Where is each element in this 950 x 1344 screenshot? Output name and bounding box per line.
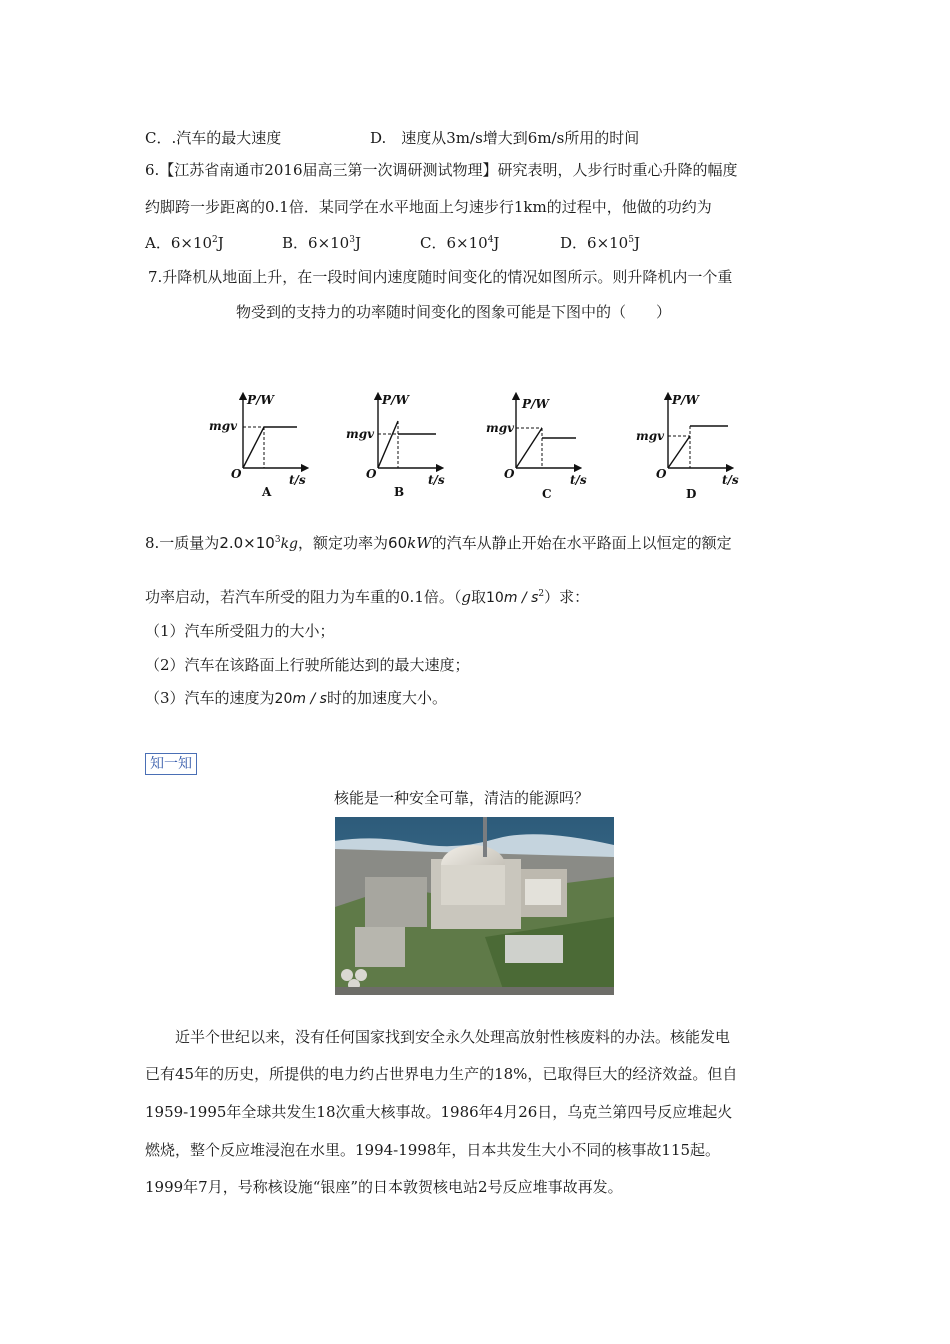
section-tag: 知一知 [145,753,197,775]
graph-d-ylabel: P/W [672,393,699,407]
graph-a-level: mgv [209,419,238,433]
q8-sub-1: （1）汽车所受阻力的大小； [145,622,335,640]
graph-b [340,390,490,508]
nuclear-plant-photo [335,817,614,995]
q5-option-c: C．.汽车的最大速度 [145,129,282,147]
paragraph-line-3: 1959-1995年全球共发生18次重大核事故。1986年4月26日，乌克兰第四号反应堆起火 [145,1103,733,1121]
graph-d-level: mgv [636,429,665,443]
graph-c-ylabel: P/W [522,397,549,411]
graph-b-ylabel: P/W [382,393,409,407]
graph-c-origin: O [504,467,515,481]
graph-c-label: C [542,487,552,501]
q7-line-2: 物受到的支持力的功率随时间变化的图象可能是下图中的（ ） [236,303,672,321]
q8-sub-2: （2）汽车在该路面上行驶所能达到的最大速度； [145,656,470,674]
graph-c [478,390,628,508]
q8-line-2: 功率启动，若汽车所受的阻力为车重的0.1倍。（g取$10m / s^2$）求： [145,588,590,606]
q8-line-1: 8.一质量为$2.0\times 10^3kg$，额定功率为60kW的汽车从静止开始在水平路面上以恒定的额定 [145,534,732,552]
graph-d [630,390,780,508]
graph-c-xlabel: t/s [570,473,587,487]
graph-d-label: D [686,487,697,501]
graph-b-xlabel: t/s [428,473,445,487]
graph-a-origin: O [231,467,242,481]
graph-b-label: B [394,485,405,499]
q6-line-2: 约脚跨一步距离的0.1倍．某同学在水平地面上匀速步行1km的过程中，他做的功约为 [145,198,712,216]
paragraph-line-5: 1999年7月，号称核设施“银座”的日本敦贺核电站2号反应堆事故再发。 [145,1178,623,1196]
graph-a-label: A [262,485,272,499]
q6-option-c: C．$6\times 10^4J$ [420,234,500,252]
q7-line-1: 7.升降机从地面上升，在一段时间内速度随时间变化的情况如图所示。则升降机内一个重 [148,268,733,286]
graph-d-origin: O [656,467,667,481]
q6-option-a: A．$6\times 10^2J$ [145,234,224,252]
q6-option-d: D．$6\times 10^5J$ [560,234,640,252]
q6-option-b: B．$6\times 10^3J$ [282,234,361,252]
q8-sub-3: （3）汽车的速度为20m / s时的加速度大小。 [145,689,447,707]
graph-d-xlabel: t/s [722,473,739,487]
paragraph-line-2: 已有45年的历史，所提供的电力约占世界电力生产的18%，已取得巨大的经济效益。但自 [145,1065,738,1083]
q6-line-1: 6.【江苏省南通市2016届高三第一次调研测试物理】研究表明，人步行时重心升降的幅度 [145,161,738,179]
paragraph-line-4: 燃烧，整个反应堆浸泡在水里。1994-1998年，日本共发生大小不同的核事故115起。 [145,1141,721,1159]
graph-a-ylabel: P/W [247,393,274,407]
graph-a-xlabel: t/s [289,473,306,487]
paragraph-line-1: 近半个世纪以来，没有任何国家找到安全永久处理高放射性核废料的办法。核能发电 [145,1028,731,1046]
graph-a [205,390,355,508]
q5-option-d: D. 速度从3m/s增大到6m/s所用的时间 [370,129,640,147]
section-title: 核能是一种安全可靠，清洁的能源吗？ [334,789,590,807]
graph-c-level: mgv [486,421,515,435]
graph-b-origin: O [366,467,377,481]
graph-b-level: mgv [346,427,375,441]
